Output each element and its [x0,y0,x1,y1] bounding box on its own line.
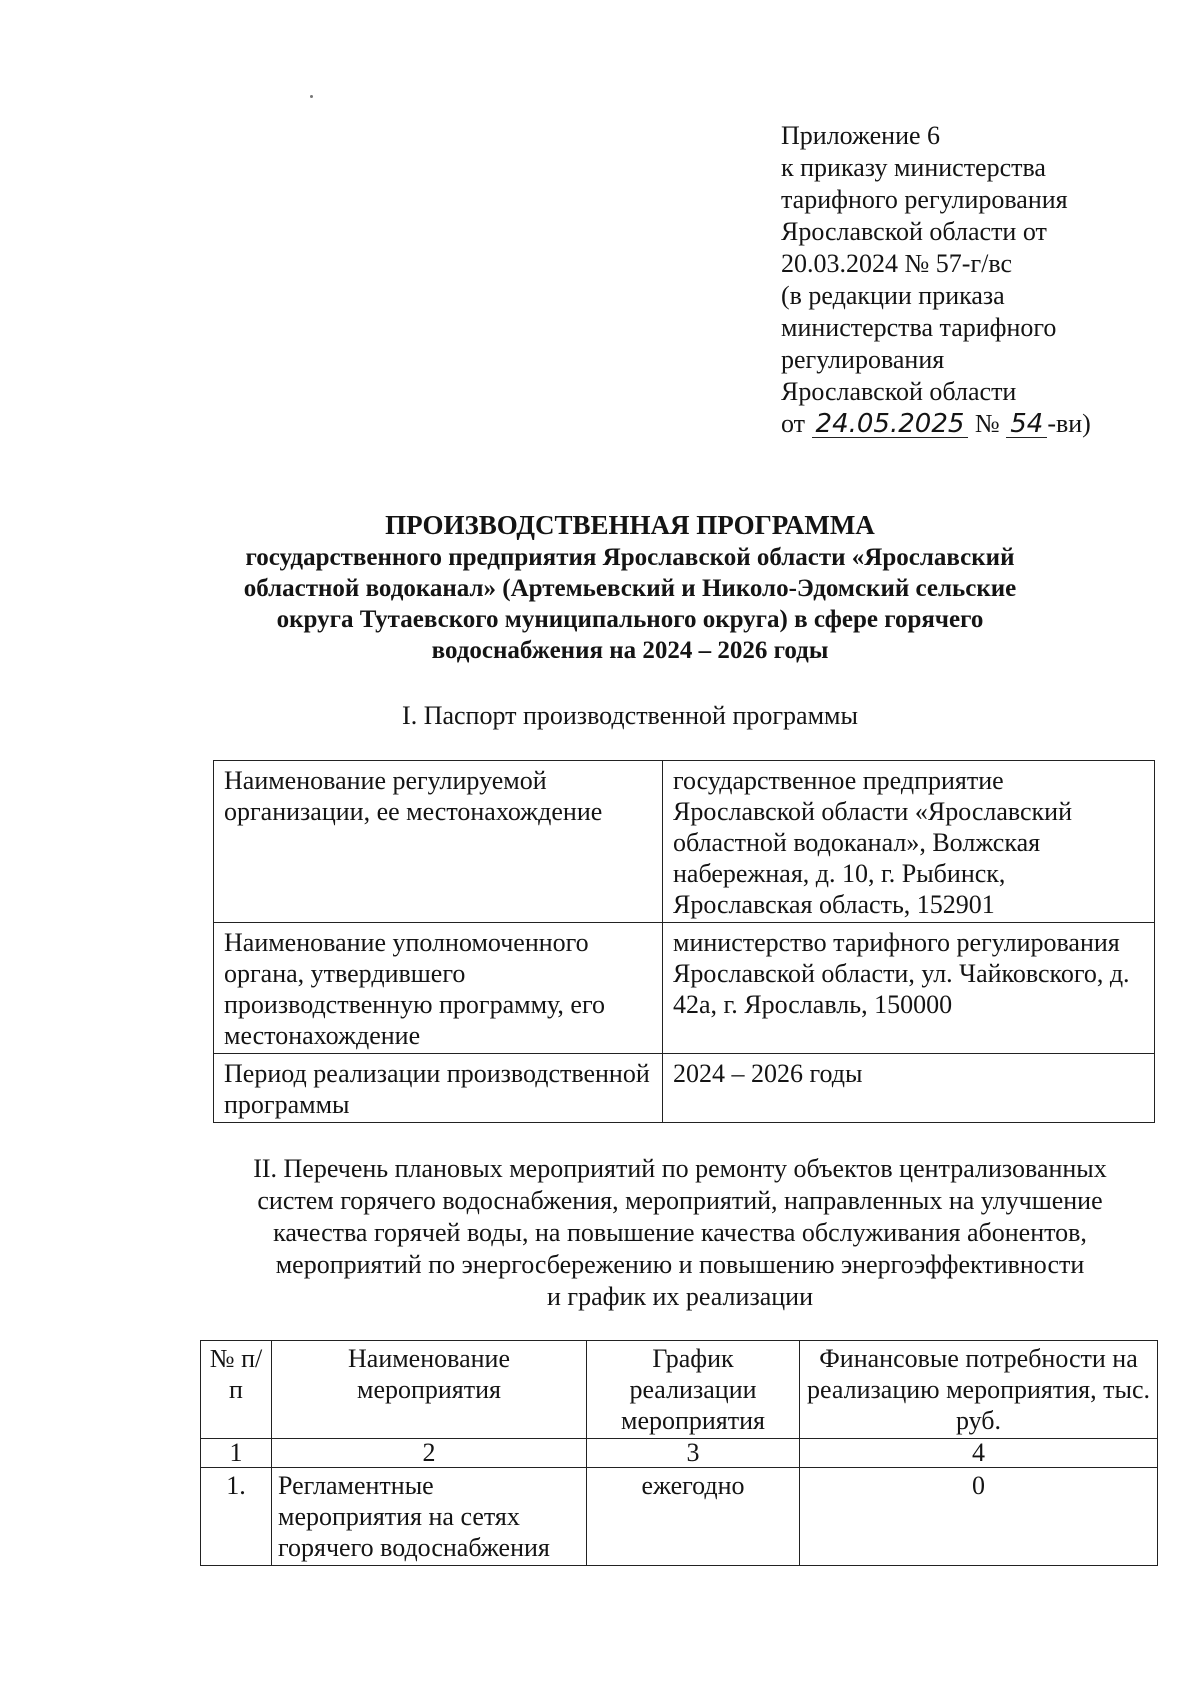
appendix-line: тарифного регулирования [781,185,1068,214]
section2-heading [200,1153,1160,1313]
column-index: 3 [587,1439,800,1468]
heading-line: и график их реализации [547,1282,813,1311]
table-row [214,923,1155,1054]
heading-line: систем горячего водоснабжения, мероприятий, направленных на улучшение [257,1186,1103,1215]
title-line: областной водоканал» (Артемьевский и Николо-Эдомский сельские [243,575,1017,602]
table-header-row [201,1341,1158,1439]
heading-line: II. Перечень плановых мероприятий по ремонту объектов централизованных [253,1154,1107,1183]
title-main: ПРОИЗВОДСТВЕННАЯ ПРОГРАММА [385,510,875,540]
table-row [201,1468,1158,1566]
appendix-line: регулирования [781,345,945,374]
document-title [180,510,1080,666]
appendix-line: к приказу министерства [781,153,1046,182]
number-sign: № [974,409,1000,438]
column-header-schedule: График реализации мероприятия [587,1341,800,1439]
passport-value: министерство тарифного регулирования Ярославской области, ул. Чайковского, д. 42а, г. Ярославль, 150000 [663,923,1155,1054]
passport-value: государственное предприятие Ярославской области «Ярославский областной водоканал», Волжская набережная, д. 10, г. Рыбинск, Ярославская область, 152901 [663,761,1155,923]
column-index: 4 [800,1439,1158,1468]
appendix-line: Ярославской области от [781,217,1047,246]
table-row [214,1054,1155,1123]
row-number: 1. [201,1468,272,1566]
heading-line: мероприятий по энергосбережению и повышению энергоэффективности [275,1250,1085,1279]
title-line: округа Тутаевского муниципального округа) в сфере горячего [276,606,984,633]
measures-table [200,1340,1158,1566]
date-prefix: от [781,409,806,438]
amendment-date-line [781,408,1161,440]
passport-value: 2024 – 2026 годы [663,1054,1155,1123]
passport-table [213,760,1155,1123]
heading-line: качества горячей воды, на повышение качества обслуживания абонентов, [273,1218,1087,1247]
passport-label: Период реализации производственной программы [214,1054,663,1123]
appendix-line: (в редакции приказа [781,281,1005,310]
handwritten-date: 24.05.2025 [812,411,969,438]
appendix-line: министерства тарифного [781,313,1057,342]
passport-label: Наименование уполномоченного органа, утвердившего производственную программу, его местонахождение [214,923,663,1054]
column-header-number: № п/п [201,1341,272,1439]
appendix-block [781,120,1161,440]
column-index: 1 [201,1439,272,1468]
section1-heading: I. Паспорт производственной программы [402,701,858,730]
appendix-line: Приложение 6 [781,121,941,150]
number-suffix: -ви) [1047,409,1091,438]
measure-schedule: ежегодно [587,1468,800,1566]
measure-finance: 0 [800,1468,1158,1566]
passport-label: Наименование регулируемой организации, ее местонахождение [214,761,663,923]
column-header-finance: Финансовые потребности на реализацию мероприятия, тыс. руб. [800,1341,1158,1439]
measure-name: Регламентные мероприятия на сетях горячего водоснабжения [272,1468,587,1566]
title-line: государственного предприятия Ярославской области «Ярославский [245,544,1015,571]
column-header-name: Наименование мероприятия [272,1341,587,1439]
column-index-row [201,1439,1158,1468]
appendix-line: Ярославской области [781,377,1017,406]
handwritten-number: 54 [1006,411,1047,438]
scan-speck [310,95,313,98]
column-index: 2 [272,1439,587,1468]
appendix-line: 20.03.2024 № 57-г/вс [781,249,1013,278]
table-row [214,761,1155,923]
title-line: водоснабжения на 2024 – 2026 годы [431,637,829,664]
